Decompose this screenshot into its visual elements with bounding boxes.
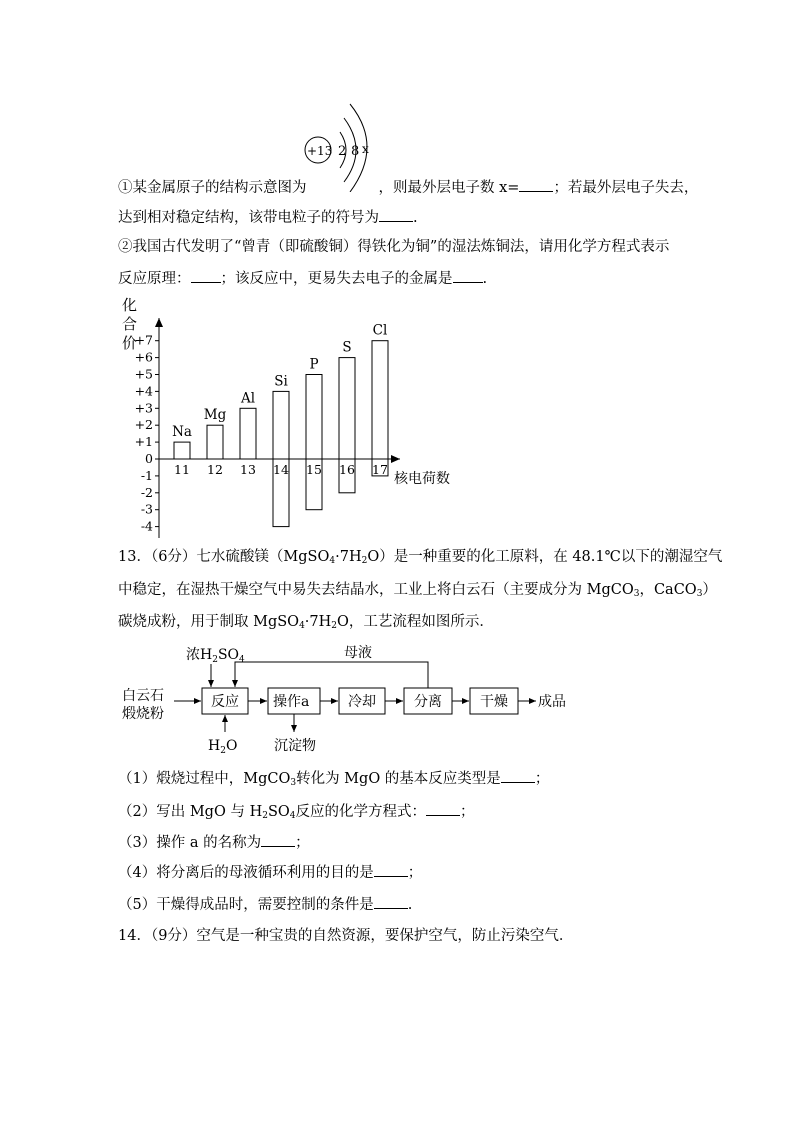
answer-blank[interactable] bbox=[191, 268, 221, 283]
q12-line-3 bbox=[118, 237, 669, 257]
answer-blank[interactable] bbox=[374, 862, 408, 877]
flow-input-line1: 白云石 bbox=[122, 688, 164, 704]
question-text: SO bbox=[267, 804, 290, 820]
bar-positive-Si bbox=[273, 391, 289, 459]
q13-intro-b3: ） bbox=[702, 582, 717, 598]
flow-precipitate: 沉淀物 bbox=[274, 738, 316, 754]
question-3 bbox=[118, 832, 310, 853]
y-tick-label: 0 bbox=[145, 451, 153, 466]
x-axis-arrow bbox=[391, 455, 400, 463]
element-label-Cl: Cl bbox=[372, 322, 388, 339]
question-sub: 2 bbox=[262, 811, 268, 821]
y-tick-label: -3 bbox=[140, 501, 153, 517]
q13-line-2 bbox=[118, 580, 717, 604]
q12-p1-c: ；若最外层电子失去， bbox=[553, 180, 699, 196]
element-label-P: P bbox=[309, 356, 319, 373]
answer-blank[interactable] bbox=[374, 894, 408, 909]
y-axis-label: 合 bbox=[122, 315, 138, 333]
flow-step2: 操作a bbox=[273, 694, 310, 710]
x-tick-label: 17 bbox=[372, 462, 388, 477]
y-axis-label: 价 bbox=[122, 334, 138, 352]
answer-blank[interactable] bbox=[426, 801, 460, 816]
q12-p2-a: ②我国古代发明了“曾青（即硫酸铜）得铁化为铜”的湿法炼铜法，请用化学方程式表示 bbox=[118, 239, 670, 255]
q14-intro bbox=[118, 926, 573, 946]
y-tick-label: +4 bbox=[134, 383, 153, 399]
q12-p1-b: ，则最外层电子数 x= bbox=[378, 180, 520, 196]
q12-p1-d: 达到相对稳定结构，该带电粒子的符号为 bbox=[118, 210, 379, 226]
q12-line-2 bbox=[118, 207, 418, 228]
question-1 bbox=[118, 768, 549, 793]
q13-intro-a3: O）是一种重要的化工原料，在 48.1℃以下的潮湿空气 bbox=[367, 549, 723, 565]
question-2 bbox=[118, 801, 475, 826]
shell-1-electrons: 2 bbox=[338, 144, 347, 159]
q13-line-3 bbox=[118, 612, 494, 636]
answer-blank[interactable] bbox=[519, 177, 553, 192]
question-end: ； bbox=[407, 865, 423, 881]
answer-blank[interactable] bbox=[261, 832, 295, 847]
question-4 bbox=[118, 862, 422, 883]
flow-input-line2: 煅烧粉 bbox=[122, 706, 164, 722]
q13-sub: 4 bbox=[299, 621, 305, 631]
flow-step1: 反应 bbox=[211, 694, 239, 710]
flow-step5: 干燥 bbox=[480, 694, 508, 710]
process-flow-diagram bbox=[118, 640, 588, 760]
q13-intro-a: 13．（6分）七水硫酸镁（MgSO bbox=[118, 549, 330, 565]
question-sub: 4 bbox=[289, 811, 296, 821]
shell-2-electrons: 8 bbox=[351, 144, 360, 159]
flow-product: 成品 bbox=[538, 694, 566, 710]
question-text: 转化为 MgO 的基本反应类型是 bbox=[296, 771, 501, 787]
flow-water-label: $H_2O$ bbox=[208, 738, 238, 756]
q13-intro-c3: O，工艺流程如图所示． bbox=[337, 614, 494, 630]
q13-intro-b1: 中稳定，在湿热干燥空气中易失去结晶水，工业上将白云石（主要成分为 MgCO bbox=[118, 582, 634, 598]
q12-p2-b: 反应原理： bbox=[118, 271, 191, 287]
q14-text: 14．（9分）空气是一种宝贵的自然资源，要保护空气，防止污染空气． bbox=[118, 928, 574, 944]
flow-mother-liquor: 母液 bbox=[344, 645, 372, 661]
question-end: ； bbox=[534, 771, 550, 787]
x-tick-label: 15 bbox=[306, 462, 322, 477]
answer-blank[interactable] bbox=[501, 768, 535, 783]
x-axis-label: 核电荷数 bbox=[394, 471, 450, 487]
q13-line-1 bbox=[118, 547, 722, 571]
bar-positive-Cl bbox=[372, 341, 388, 459]
question-text: 反应的化学方程式： bbox=[295, 804, 427, 820]
x-tick-label: 14 bbox=[273, 462, 289, 477]
question-text: （3）操作 a 的名称为 bbox=[118, 835, 262, 851]
element-label-Na: Na bbox=[172, 424, 192, 441]
valence-chart bbox=[112, 288, 472, 548]
y-tick-label: +5 bbox=[134, 366, 153, 382]
q12-p2-c: ；该反应中，更易失去电子的金属是 bbox=[220, 271, 453, 287]
y-tick-label: +3 bbox=[134, 400, 153, 416]
element-label-Si: Si bbox=[274, 373, 288, 390]
shell-3-electrons: x bbox=[362, 142, 369, 156]
element-label-Mg: Mg bbox=[203, 407, 227, 424]
question-5 bbox=[118, 894, 412, 915]
flow-acid-label: 浓$H_2SO_4$ bbox=[186, 647, 245, 665]
flow-step4: 分离 bbox=[414, 694, 442, 710]
flow-mother-liquor-loop bbox=[235, 662, 428, 688]
q13-sub: 2 bbox=[361, 556, 368, 566]
q13-sub: 3 bbox=[696, 589, 703, 599]
question-end: ； bbox=[295, 835, 310, 851]
y-tick-label: -2 bbox=[140, 484, 153, 500]
answer-blank[interactable] bbox=[379, 207, 413, 222]
q13-intro-c2: ·7H bbox=[304, 614, 332, 630]
question-text: （1）煅烧过程中，MgCO bbox=[118, 771, 291, 787]
x-tick-label: 12 bbox=[207, 462, 223, 477]
y-tick-label: +7 bbox=[134, 332, 153, 348]
x-tick-label: 13 bbox=[240, 462, 256, 477]
q13-sub: 3 bbox=[633, 589, 640, 599]
q13-intro-b2: ，CaCO bbox=[639, 582, 697, 598]
q13-sub: 4 bbox=[329, 556, 336, 566]
question-sub: 3 bbox=[290, 778, 297, 788]
q13-intro-a2: ·7H bbox=[335, 549, 362, 565]
flow-step3: 冷却 bbox=[348, 694, 376, 710]
answer-blank[interactable] bbox=[453, 268, 483, 283]
question-text: （5）干燥得成品时，需要控制的条件是 bbox=[118, 897, 374, 913]
x-tick-label: 16 bbox=[339, 462, 355, 477]
bar-positive-Na bbox=[174, 442, 190, 459]
question-end: ； bbox=[460, 804, 475, 820]
y-tick-label: -4 bbox=[140, 518, 153, 534]
y-tick-label: +2 bbox=[134, 417, 153, 433]
y-tick-label: -1 bbox=[140, 467, 153, 483]
q12-p2-d: . bbox=[482, 271, 488, 287]
q13-intro-c1: 碳烧成粉，用于制取 MgSO bbox=[118, 614, 300, 630]
y-tick-label: +6 bbox=[134, 349, 153, 365]
question-end: . bbox=[407, 897, 413, 913]
question-text: （4）将分离后的母液循环利用的目的是 bbox=[118, 865, 374, 881]
q12-line-1 bbox=[118, 177, 698, 198]
x-tick-label: 11 bbox=[174, 462, 190, 477]
element-label-S: S bbox=[342, 339, 352, 356]
element-label-Al: Al bbox=[240, 390, 256, 407]
y-axis-label: 化 bbox=[122, 296, 138, 314]
y-tick-label: +1 bbox=[134, 434, 153, 450]
q12-line-4 bbox=[118, 268, 487, 289]
bar-positive-S bbox=[339, 358, 355, 459]
q12-p1-a: ①某金属原子的结构示意图为 bbox=[118, 180, 307, 196]
q13-sub: 2 bbox=[331, 621, 338, 631]
bar-positive-Mg bbox=[207, 425, 223, 459]
question-text: （2）写出 MgO 与 H bbox=[118, 804, 263, 820]
nucleus-charge: +13 bbox=[307, 144, 333, 158]
bar-positive-Al bbox=[240, 408, 256, 459]
y-axis-arrow bbox=[155, 318, 163, 327]
bar-positive-P bbox=[306, 375, 322, 460]
q12-p1-e: . bbox=[413, 210, 418, 226]
